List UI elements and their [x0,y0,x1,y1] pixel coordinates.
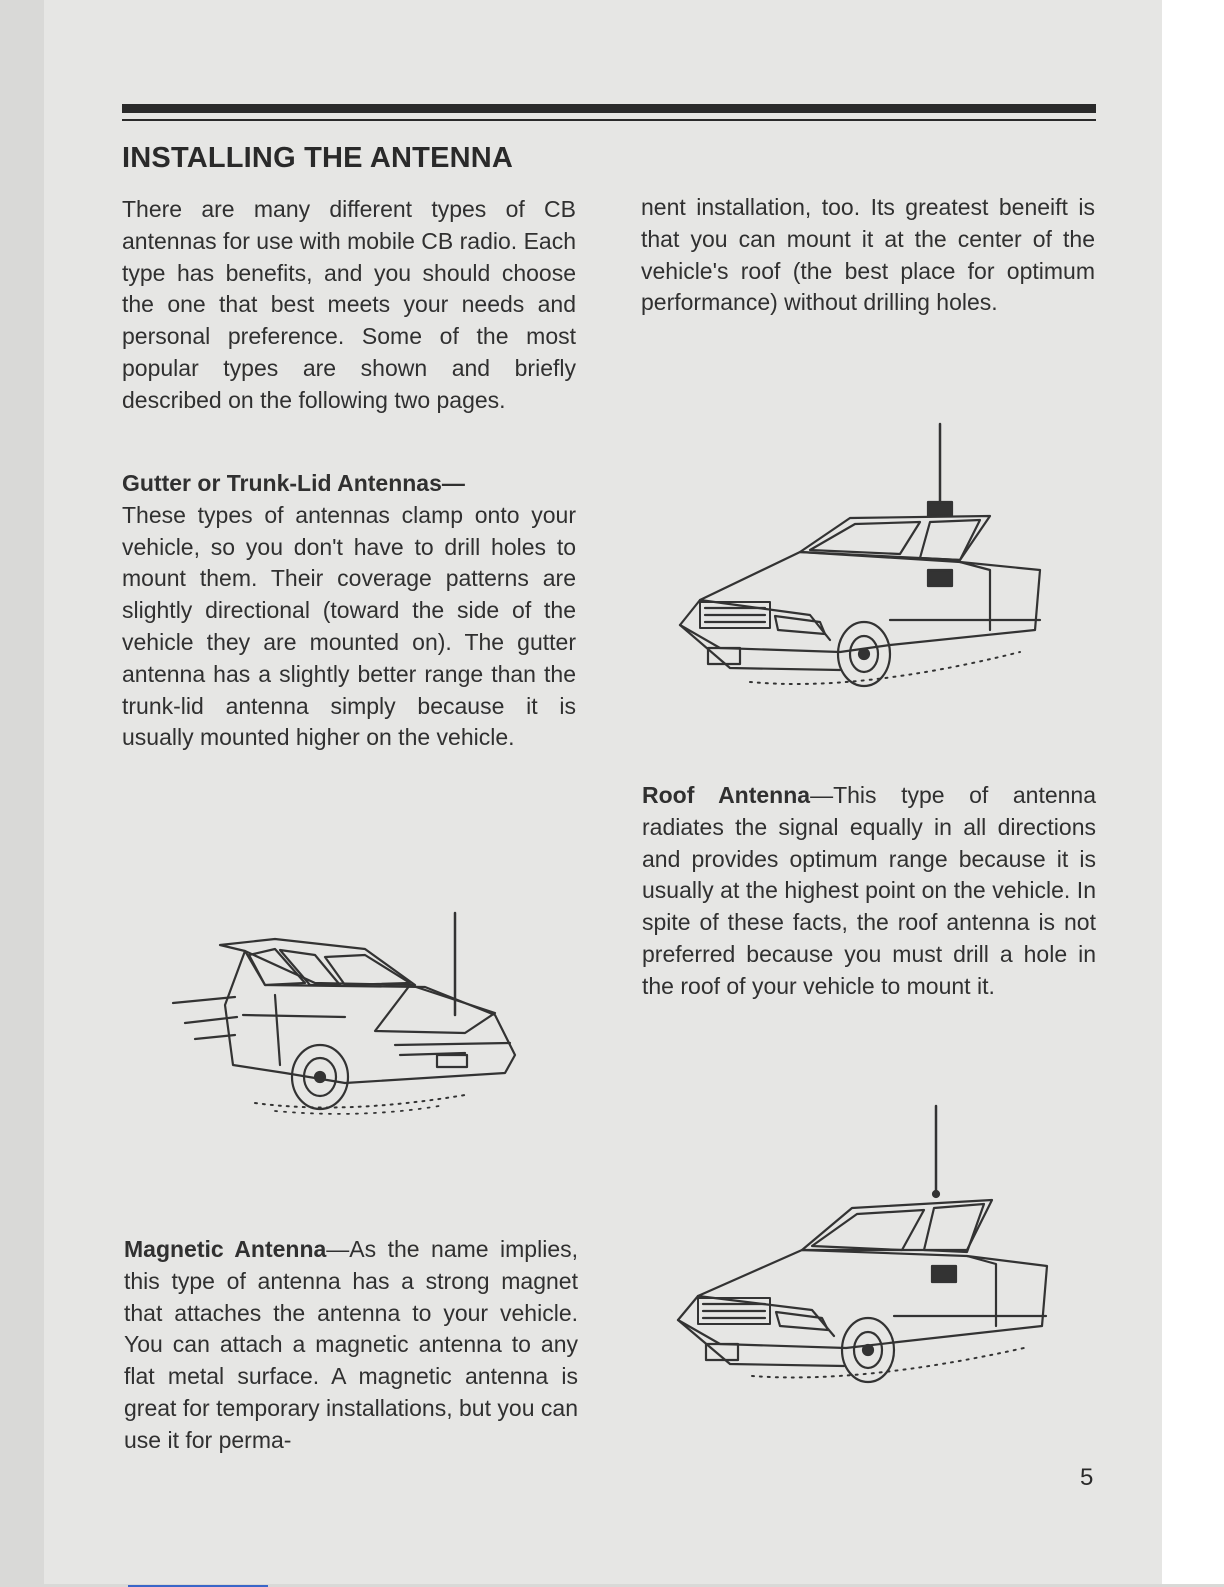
header-rule-thin [122,119,1096,121]
roof-title: Roof Antenna [642,782,811,808]
magnetic-paragraph [124,1234,578,1457]
car-magnetic-antenna-illustration [660,420,1050,695]
page-number: 5 [1080,1464,1094,1491]
header-rule-thick [122,104,1096,113]
page-title: INSTALLING THE ANTENNA [122,142,514,174]
gutter-section [122,468,576,754]
magnetic-title: Magnetic Antenna [124,1236,327,1262]
gutter-text: These types of antennas clamp onto your vehicle, so you don't have to drill holes to mount them. Their coverage patterns are slightly directional (toward the side of the vehicle they are mounted on). The gutter antenna has a slightly better range than the trunk-lid antenna simply because it is usually mounted higher on the vehicle. [122,501,576,751]
page-edge [1162,0,1224,1584]
magnetic-continued-section [641,192,1095,319]
car-trunk-lid-antenna-illustration [165,905,530,1120]
car-roof-antenna-illustration [662,1100,1052,1385]
intro-text: There are many different types of CB antennas for use with mobile CB radio. Each type has benefits, and you should choose the one that best meets your needs and personal preference. Some of the most popular types are shown and briefly described on the following two pages. [122,196,576,413]
intro-paragraph [122,194,576,417]
roof-paragraph [642,780,1096,1003]
magnetic-section [124,1234,578,1457]
roof-section [642,780,1096,1003]
gutter-title: Gutter or Trunk-Lid Antennas— [122,470,465,496]
magnetic-text: —As the name implies, this type of antenna has a strong magnet that attaches the antenna to your vehicle. You can attach a magnetic antenna to any flat metal surface. A magnetic antenna is great for temporary installations, but you can use it for perma- [124,1236,578,1453]
roof-text: —This type of antenna radiates the signal equally in all directions and provides optimum range because it is usually at the highest point on the vehicle. In spite of these facts, the roof antenna is not preferred because you must drill a hole in the roof of your vehicle to mount it. [642,782,1096,999]
magnetic-continued-text: nent installation, too. Its greatest beneift is that you can mount it at the center of the vehicle's roof (the best place for optimum performance) without drilling holes. [641,194,1095,316]
